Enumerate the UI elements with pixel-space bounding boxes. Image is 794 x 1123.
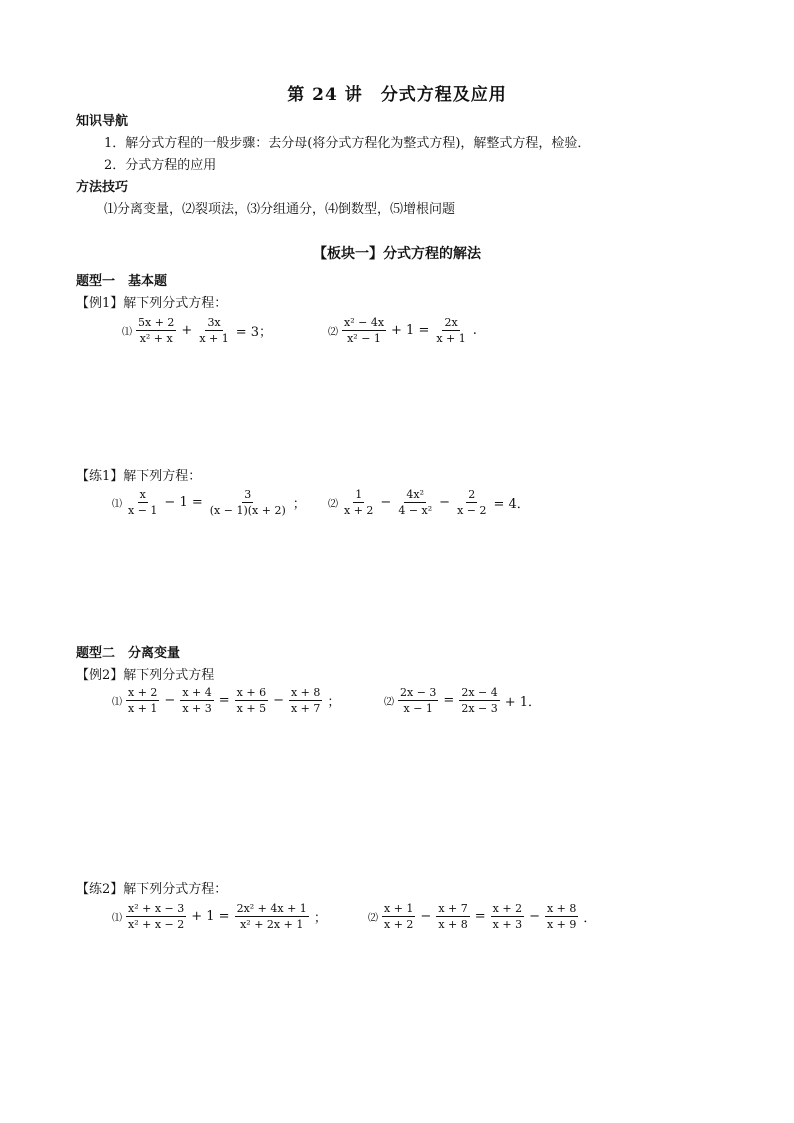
problem-label: ⑴ — [112, 499, 122, 510]
problem-label: ⑴ — [122, 327, 132, 338]
practice1-prompt: 【练1】解下列方程： — [76, 469, 202, 484]
fraction: $\frac{x + 6}{x + 5}$ — [236, 686, 267, 715]
fraction: $\frac{2x - 3}{x - 1}$ — [400, 686, 437, 715]
fraction: $\frac{\text{x² − 4x}}{\text{x² − 1}}$ — [344, 316, 385, 345]
methods-heading: 方法技巧 — [76, 180, 129, 195]
example2-prompt: 【例2】解下列分式方程 — [76, 668, 215, 683]
example1-problem-1: ⑴ $\frac{5x + 2}{\text{x² + x}}$ + $\frac{3x}{x + 1}$ = 3； — [122, 316, 273, 345]
fraction: $\frac{x + 7}{x + 8}$ — [438, 902, 468, 931]
fraction: $\frac{x + 4}{x + 3}$ — [182, 686, 212, 715]
fraction: $\frac{x + 2}{x + 3}$ — [492, 902, 523, 931]
knowledge-item-2: 2．分式方程的应用 — [104, 158, 217, 173]
fraction: $\frac{x + 8}{x + 7}$ — [290, 686, 321, 715]
fraction: $\frac{\text{4x²}}{\text{4 − x²}}$ — [398, 488, 433, 517]
practice1-problem-2: ⑵ $\frac{1}{x + 2}$ − $\frac{\text{4x²}}{\text{4 − x²}}$ − $\frac{2}{x - 2}$ = 4． — [328, 488, 530, 517]
example2-problem-2: ⑵ $\frac{2x - 3}{x - 1}$ = $\frac{2x - 4}{2x - 3}$ + 1． — [384, 686, 542, 715]
fraction: $\frac{\text{2x² + 4x + 1}}{\text{x² + 2x + 1}}$ — [236, 902, 307, 931]
example1-prompt: 【例1】解下列分式方程： — [76, 296, 228, 311]
knowledge-item-1: 1．解分式方程的一般步骤：去分母(将分式方程化为整式方程)，解整式方程，检验． — [104, 136, 591, 151]
type2-heading: 题型二 分离变量 — [76, 646, 181, 661]
problem-label: ⑵ — [328, 499, 338, 510]
problem-label: ⑵ — [328, 327, 338, 338]
fraction: $\frac{2x - 4}{2x - 3}$ — [461, 686, 498, 715]
practice2-prompt: 【练2】解下列分式方程： — [76, 882, 228, 897]
practice2-problem-2: ⑵ $\frac{x + 1}{x + 2}$ − $\frac{x + 7}{x + 8}$ = $\frac{x + 2}{x + 3}$ − $\frac{x + 8}{x + 9}$ ． — [368, 902, 597, 931]
problem-label: ⑴ — [112, 913, 122, 924]
fraction: $\frac{1}{x + 2}$ — [344, 488, 374, 517]
problem-label: ⑵ — [368, 913, 378, 924]
problem-label: ⑵ — [384, 697, 394, 708]
practice2-problem-1: ⑴ $\frac{\text{x² + x − 3}}{\text{x² + x − 2}}$ + 1 = $\frac{\text{2x² + 4x + 1}}{\text{x² + 2x + 1}}$ ； — [112, 902, 327, 931]
problem-label: ⑴ — [112, 697, 122, 708]
block-heading: 【板块一】分式方程的解法 — [313, 246, 481, 262]
fraction: $\frac{2x}{x + 1}$ — [436, 316, 466, 345]
practice1-problem-1: ⑴ $\frac{x}{x - 1}$ − 1 = $\frac{3}{(x - 1)(x + 2)}$ ； — [112, 488, 306, 517]
example2-problem-1: ⑴ $\frac{x + 2}{x + 1}$ − $\frac{x + 4}{x + 3}$ = $\frac{x + 6}{x + 5}$ − $\frac{x + 8}{x + 7}$ ； — [112, 686, 341, 715]
type1-heading: 题型一 基本题 — [76, 274, 168, 289]
example1-problem-2: ⑵ $\frac{\text{x² − 4x}}{\text{x² − 1}}$ + 1 = $\frac{2x}{x + 1}$ . — [328, 316, 477, 345]
fraction: $\frac{x + 8}{x + 9}$ — [546, 902, 577, 931]
fraction: $\frac{3x}{x + 1}$ — [199, 316, 229, 345]
fraction: $\frac{x + 2}{x + 1}$ — [128, 686, 158, 715]
fraction: $\frac{5x + 2}{\text{x² + x}}$ — [138, 316, 175, 345]
fraction: $\frac{\text{x² + x − 3}}{\text{x² + x − 2}}$ — [128, 902, 185, 931]
fraction: $\frac{3}{(x - 1)(x + 2)}$ — [209, 488, 286, 517]
fraction: $\frac{x + 1}{x + 2}$ — [384, 902, 414, 931]
page-title: 第 24 讲 分式方程及应用 — [287, 85, 507, 105]
methods-text: ⑴分离变量，⑵裂项法，⑶分组通分，⑷倒数型，⑸增根问题 — [104, 202, 456, 217]
fraction: $\frac{x}{x - 1}$ — [128, 488, 158, 517]
fraction: $\frac{2}{x - 2}$ — [457, 488, 487, 517]
knowledge-heading: 知识导航 — [76, 114, 129, 129]
